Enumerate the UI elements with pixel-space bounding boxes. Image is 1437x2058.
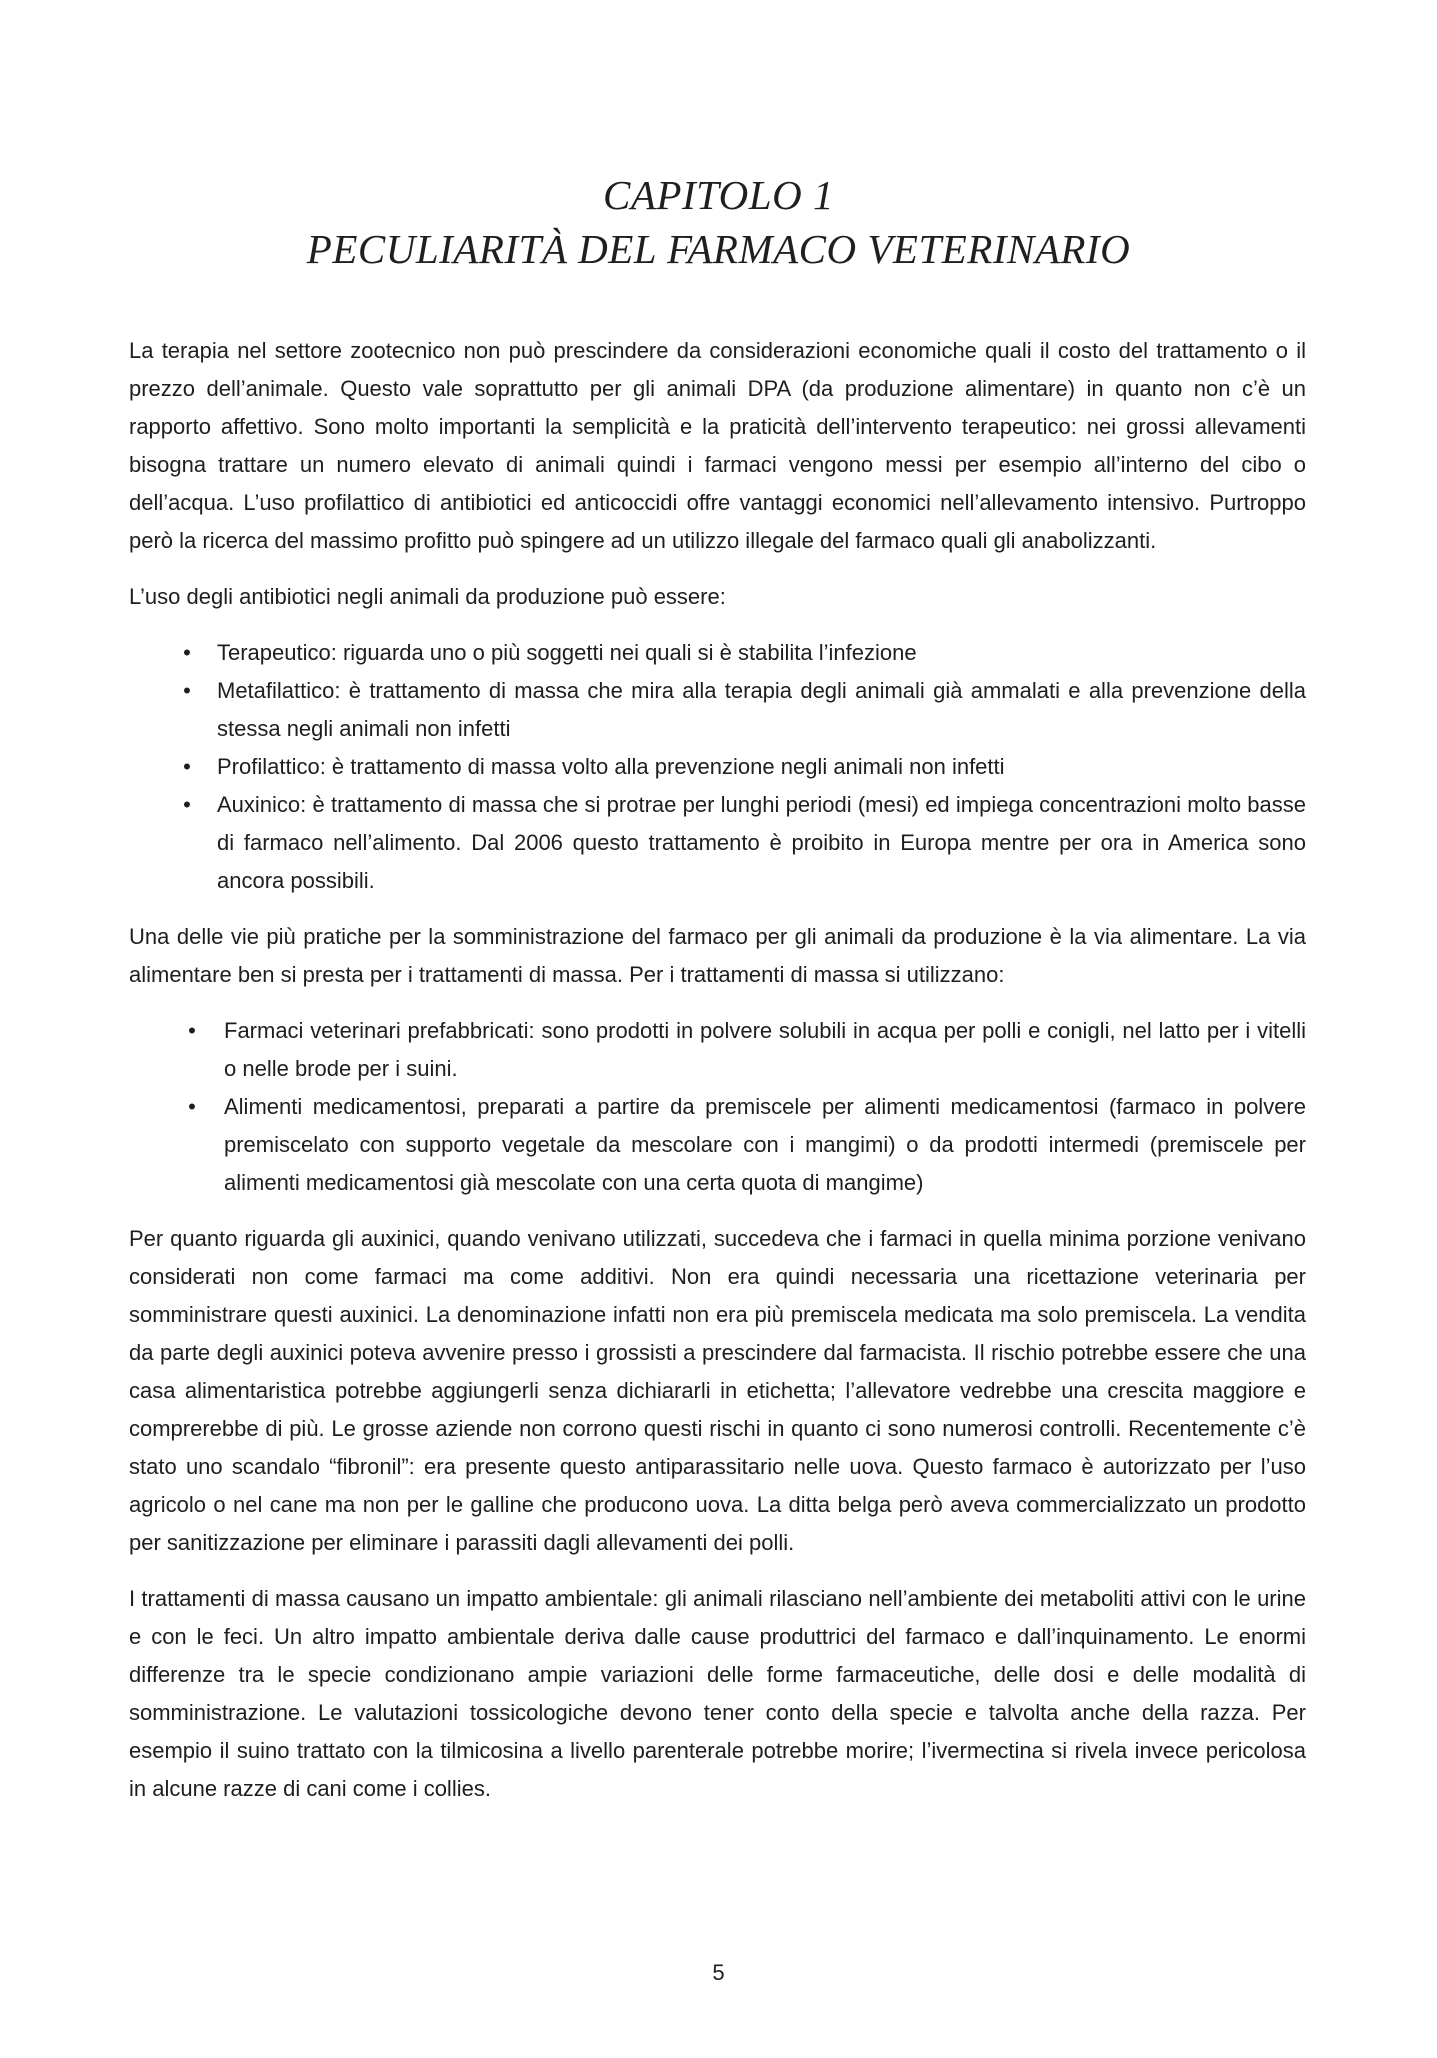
page-number: 5 <box>712 1960 725 1985</box>
bullet-icon: • <box>183 792 191 817</box>
paragraph-environmental-impact: I trattamenti di massa causano un impatto ambientale: gli animali rilasciano nell’ambiente dei metaboliti attivi con le urine e con le feci. Un altro impatto ambientale deriva dalle cause produttrici del farmaco e dall’inquinamento. Le enormi differenze tra le specie condizionano ampie variazioni delle forme farmaceutiche, delle dosi e delle modalità di somministrazione. Le valutazioni tossicologiche devono tener conto della specie e talvolta anche della razza. Per esempio il suino trattato con la tilmicosina a livello parenterale potrebbe morire; l’ivermectina si rivela invece pericolosa in alcune razze di cani come i collies. <box>129 1586 1306 1801</box>
document-body <box>129 332 1306 1826</box>
paragraph-intro: La terapia nel settore zootecnico non può prescindere da considerazioni economiche quali il costo del trattamento o il prezzo dell’animale. Questo vale soprattutto per gli animali DPA (da produzione alimentare) in quanto non c’è un rapporto affettivo. Sono molto importanti la semplicità e la praticità dell’intervento terapeutico: nei grossi allevamenti bisogna trattare un numero elevato di animali quindi i farmaci vengono messi per esempio all’interno del cibo o dell’acqua. L’uso profilattico di antibiotici ed anticoccidi offre vantaggi economici nell’allevamento intensivo. Purtroppo però la ricerca del massimo profitto può spingere ad un utilizzo illegale del farmaco quali gli anabolizzanti. <box>129 338 1306 553</box>
mass-treatments-list <box>129 1012 1306 1202</box>
bullet-icon: • <box>183 678 191 703</box>
paragraph-auxinics: Per quanto riguarda gli auxinici, quando venivano utilizzati, succedeva che i farmaci in quella minima porzione venivano considerati non come farmaci ma come additivi. Non era quindi necessaria una ricettazione veterinaria per somministrare questi auxinici. La denominazione infatti non era più premiscela medicata ma solo premiscela. La vendita da parte degli auxinici poteva avvenire presso i grossisti a prescindere dal farmacista. Il rischio potrebbe essere che una casa alimentaristica potrebbe aggiungerli senza dichiararli in etichetta; l’allevatore vedrebbe una crescita maggiore e comprerebbe di più. Le grosse aziende non corrono questi rischi in quanto ci sono numerosi controlli. Recentemente c’è stato uno scandalo “fibronil”: era presente questo antiparassitario nelle uova. Questo farmaco è autorizzato per l’uso agricolo o nel cane ma non per le galline che producono uova. La ditta belga però aveva commercializzato un prodotto per sanitizzazione per eliminare i parassiti dagli allevamenti dei polli. <box>129 1226 1306 1555</box>
list-item <box>129 748 1306 786</box>
list-item <box>129 1088 1306 1202</box>
bullet-icon: • <box>188 1094 196 1119</box>
list-item-text: Terapeutico: riguarda uno o più soggetti nei quali si è stabilita l’infezione <box>217 640 917 665</box>
list-item-text: Profilattico: è trattamento di massa volto alla prevenzione negli animali non infetti <box>217 754 1005 779</box>
chapter-title: PECULIARITÀ DEL FARMACO VETERINARIO <box>306 226 1131 272</box>
list-item-text: Metafilattico: è trattamento di massa che mira alla terapia degli animali già ammalati e alla prevenzione della stessa negli animali non infetti <box>217 678 1306 741</box>
list-item-text: Auxinico: è trattamento di massa che si protrae per lunghi periodi (mesi) ed impiega concentrazioni molto basse di farmaco nell’alimento. Dal 2006 questo trattamento è proibito in Europa mentre per ora in America sono ancora possibili. <box>217 792 1306 893</box>
antibiotic-uses-list <box>129 634 1306 900</box>
chapter-heading <box>0 168 1437 276</box>
paragraph-antibiotic-uses-intro: L’uso degli antibiotici negli animali da produzione può essere: <box>129 584 726 609</box>
chapter-number: CAPITOLO 1 <box>603 172 834 218</box>
bullet-icon: • <box>183 640 191 665</box>
list-item-text: Farmaci veterinari prefabbricati: sono prodotti in polvere solubili in acqua per polli e conigli, nel latto per i vitelli o nelle brode per i suini. <box>224 1018 1306 1081</box>
list-item <box>129 1012 1306 1088</box>
bullet-icon: • <box>183 754 191 779</box>
list-item <box>129 786 1306 900</box>
list-item <box>129 672 1306 748</box>
list-item <box>129 634 1306 672</box>
paragraph-feeding-route: Una delle vie più pratiche per la somministrazione del farmaco per gli animali da produzione è la via alimentare. La via alimentare ben si presta per i trattamenti di massa. Per i trattamenti di massa si utilizzano: <box>129 924 1306 987</box>
list-item-text: Alimenti medicamentosi, preparati a partire da premiscele per alimenti medicamentosi (farmaco in polvere premiscelato con supporto vegetale da mescolare con i mangimi) o da prodotti intermedi (premiscele per alimenti medicamentosi già mescolate con una certa quota di mangime) <box>224 1094 1306 1195</box>
bullet-icon: • <box>188 1018 196 1043</box>
